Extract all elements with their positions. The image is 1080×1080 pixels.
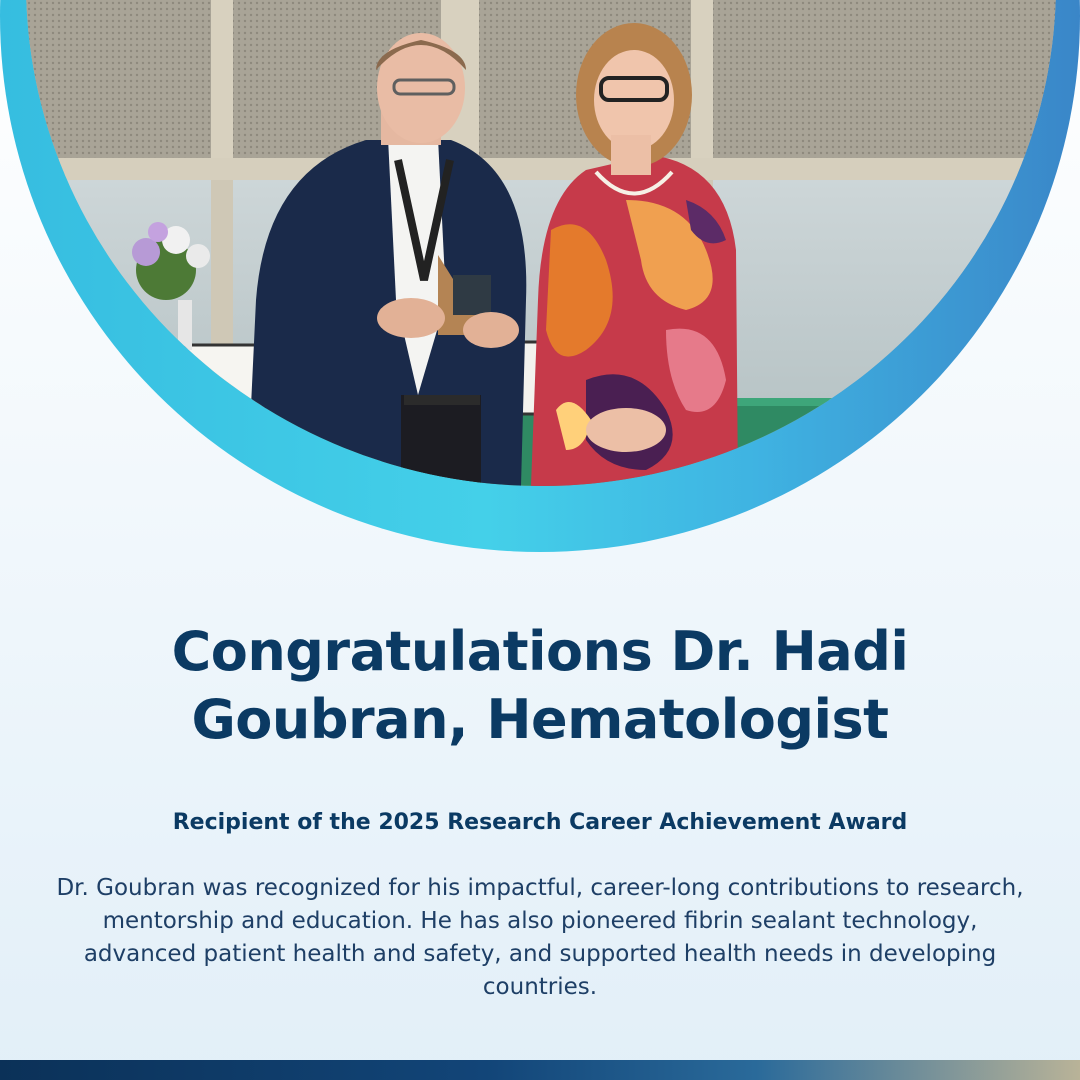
footer-bar — [0, 1060, 1080, 1080]
award-subtitle: Recipient of the 2025 Research Career Achievement Award — [172, 810, 908, 835]
page-title: Congratulations Dr. Hadi Goubran, Hematologist — [171, 620, 909, 751]
award-photo — [26, 0, 1056, 486]
description-text: Dr. Goubran was recognized for his impactful, career-long contributions to research, mentorship and education. He has also pioneered fibrin sealant technology, advanced patient health and safety, and supported health needs in developing countries. — [56, 875, 1024, 1000]
award-photo-illustration — [26, 0, 1056, 486]
